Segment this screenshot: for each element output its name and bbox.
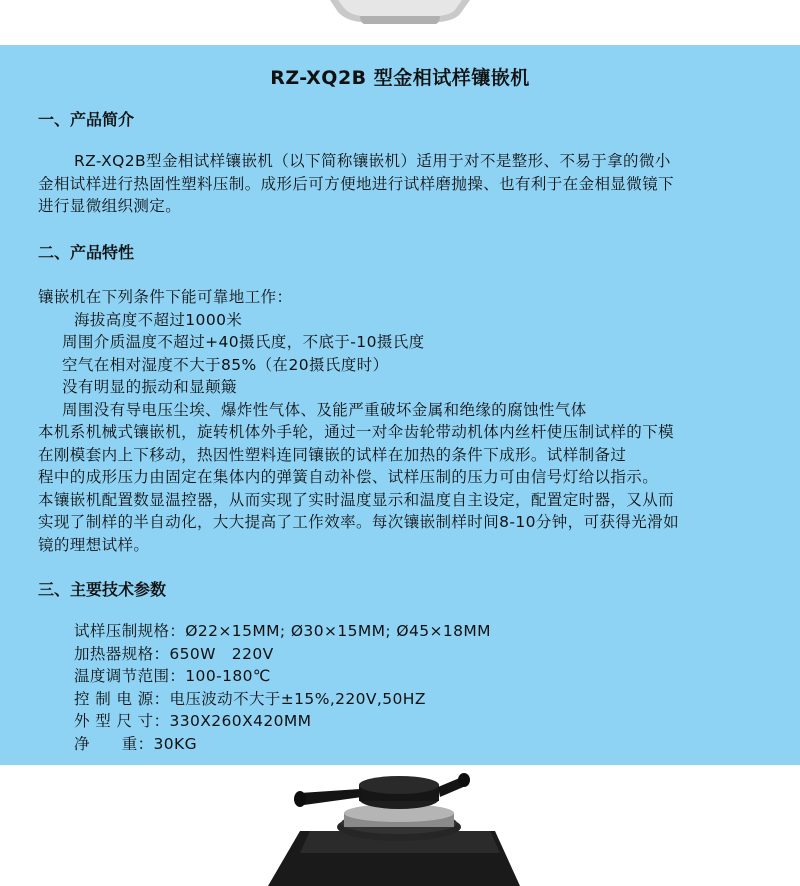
spec-item: 净 重：30KG: [74, 734, 197, 753]
text-line: 进行显微组织测定。: [38, 197, 182, 215]
bottom-product-photo: [0, 765, 800, 886]
intro-paragraph: [38, 150, 794, 218]
condition-item: 周围介质温度不超过+40摄氏度，不底于-10摄氏度: [62, 333, 425, 351]
page-title: RZ-XQ2B 型金相试样镶嵌机: [270, 67, 530, 89]
text-line: RZ-XQ2B型金相试样镶嵌机（以下简称镶嵌机）适用于对不是整形、不易于拿的微小: [74, 152, 671, 170]
text-line: 程中的成形压力由固定在集体内的弹簧自动补偿、试样压制的压力可由信号灯给以指示。: [38, 468, 659, 486]
condition-item: 空气在相对湿度不大于85%（在20摄氏度时）: [62, 355, 389, 374]
text-line: 在刚模套内上下移动，热因性塑料连同镶嵌的试样在加热的条件下成形。试样制备过: [38, 445, 627, 464]
spec-item: 控 制 电 源：电压波动不大于±15%,220V,50HZ: [74, 689, 426, 708]
condition-item: 周围没有导电压尘埃、爆炸性气体、及能严重破坏金属和绝缘的腐蚀性气体: [62, 400, 587, 419]
condition-item: 海拔高度不超过1000米: [74, 310, 243, 329]
text-line: 镜的理想试样。: [38, 535, 150, 554]
spec-item: 试样压制规格：Ø22×15MM; Ø30×15MM; Ø45×18MM: [74, 622, 491, 640]
spec-item: 加热器规格：650W 220V: [74, 644, 274, 663]
text-line: 实现了制样的半自动化，大大提高了工作效率。每次镶嵌制样时间8-10分钟，可获得光滑如: [38, 513, 679, 531]
text-line: 本镶嵌机配置数显温控器，从而实现了实时温度显示和温度自主设定，配置定时器，又从而: [38, 490, 675, 509]
text-line: 金相试样进行热固性塑料压制。成形后可方便地进行试样磨抛操、也有利于在金相显微镜下: [38, 174, 675, 193]
spec-item: 外 型 尺 寸：330X260X420MM: [74, 712, 312, 730]
content-panel: [0, 45, 800, 765]
section-heading-specs: 三、主要技术参数: [38, 580, 167, 599]
section-heading-intro: 一、产品简介: [38, 110, 135, 129]
top-product-photo: [0, 0, 800, 45]
text-line: 镶嵌机在下列条件下能可靠地工作：: [38, 288, 293, 306]
features-paragraph: [38, 286, 794, 556]
text-line: 本机系机械式镶嵌机，旋转机体外手轮，通过一对伞齿轮带动机体内丝杆使压制试样的下模: [38, 423, 675, 441]
section-heading-features: 二、产品特性: [38, 243, 135, 262]
condition-item: 没有明显的振动和显颠簸: [62, 378, 237, 396]
spec-item: 温度调节范围：100-180℃: [74, 667, 271, 685]
specs-list: [38, 620, 794, 755]
